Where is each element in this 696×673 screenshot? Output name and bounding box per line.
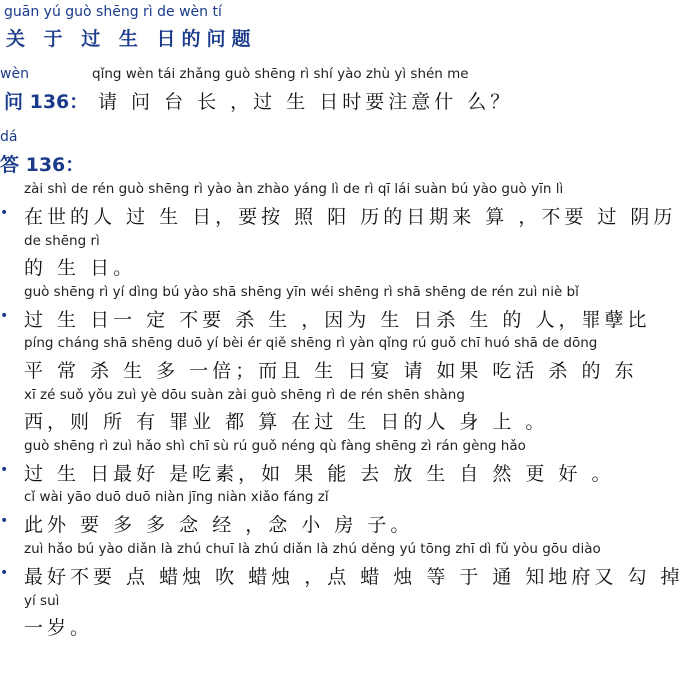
item-2-line-1-pinyin: guò shēng rì yí dìng bú yào shā shēng yīn wéi shēng rì shā shēng de rén zuì niè bǐ <box>24 284 579 300</box>
question-text: 请 问 台 长 ，过 生 日时要注意什 么？ <box>98 91 514 113</box>
item-3-line-1-text: 过 生 日最好 是吃素，如 果 能 去 放 生 自 然 更 好 。 <box>24 463 615 485</box>
item-4-line-1-text: 此外 要 多 多 念 经 ，念 小 房 子。 <box>24 514 414 536</box>
item-5-line-2-text: 一岁。 <box>24 617 94 639</box>
bullet-marker: • <box>0 205 9 221</box>
answer-label-pinyin: dá <box>0 129 18 145</box>
answer-label: 答 136： <box>0 154 85 176</box>
question-pinyin: qǐng wèn tái zhǎng guò shēng rì shí yào zhù yì shén me <box>92 66 469 82</box>
item-1-line-1-pinyin: zài shì de rén guò shēng rì yào àn zhào yáng lì de rì qī lái suàn bú yào guò yīn lì <box>24 181 564 197</box>
item-2-line-1-text: 过 生 日一 定 不要 杀 生 ，因为 生 日杀 生 的 人，罪孽比 <box>24 309 651 331</box>
bullet-marker: • <box>0 565 9 581</box>
item-5-line-1-pinyin: zuì hǎo bú yào diǎn là zhú chuī là zhú diǎn là zhú děng yú tōng zhī dì fǔ yòu gōu diào <box>24 541 601 557</box>
item-4-line-1-pinyin: cǐ wài yāo duō duō niàn jīng niàn xiǎo fáng zǐ <box>24 489 329 505</box>
bullet-marker: • <box>0 462 9 478</box>
question-label: 问 136： <box>4 91 89 113</box>
item-1-line-2-pinyin: de shēng rì <box>24 233 100 249</box>
bullet-marker: • <box>0 513 9 529</box>
item-5-line-2-pinyin: yí suì <box>24 593 60 609</box>
item-5-line-1-text: 最好不要 点 蜡烛 吹 蜡烛 ，点 蜡 烛 等 于 通 知地府又 勾 掉 <box>24 566 684 588</box>
item-2-line-2-pinyin: píng cháng shā shēng duō yí bèi ér qiě shēng rì yàn qǐng rú guǒ chī huó shā de dōng <box>24 335 598 351</box>
item-3-line-1-pinyin: guò shēng rì zuì hǎo shì chī sù rú guǒ néng qù fàng shēng zì rán gèng hǎo <box>24 438 526 454</box>
title-pinyin: guān yú guò shēng rì de wèn tí <box>4 4 222 20</box>
item-2-line-2-text: 平 常 杀 生 多 一倍；而且 生 日宴 请 如果 吃活 杀 的 东 <box>24 360 638 382</box>
item-2-line-3-text: 西，则 所 有 罪业 都 算 在过 生 日的人 身 上 。 <box>24 411 549 433</box>
item-1-line-1-text: 在世的人 过 生 日，要按 照 阳 历的日期来 算 ，不要 过 阴历 <box>24 206 677 228</box>
item-2-line-3-pinyin: xī zé suǒ yǒu zuì yè dōu suàn zài guò shēng rì de rén shēn shàng <box>24 387 465 403</box>
question-label-pinyin: wèn <box>0 66 29 82</box>
page-title: 关 于 过 生 日的问题 <box>6 28 257 50</box>
item-1-line-2-text: 的 生 日。 <box>24 257 137 279</box>
bullet-marker: • <box>0 308 9 324</box>
